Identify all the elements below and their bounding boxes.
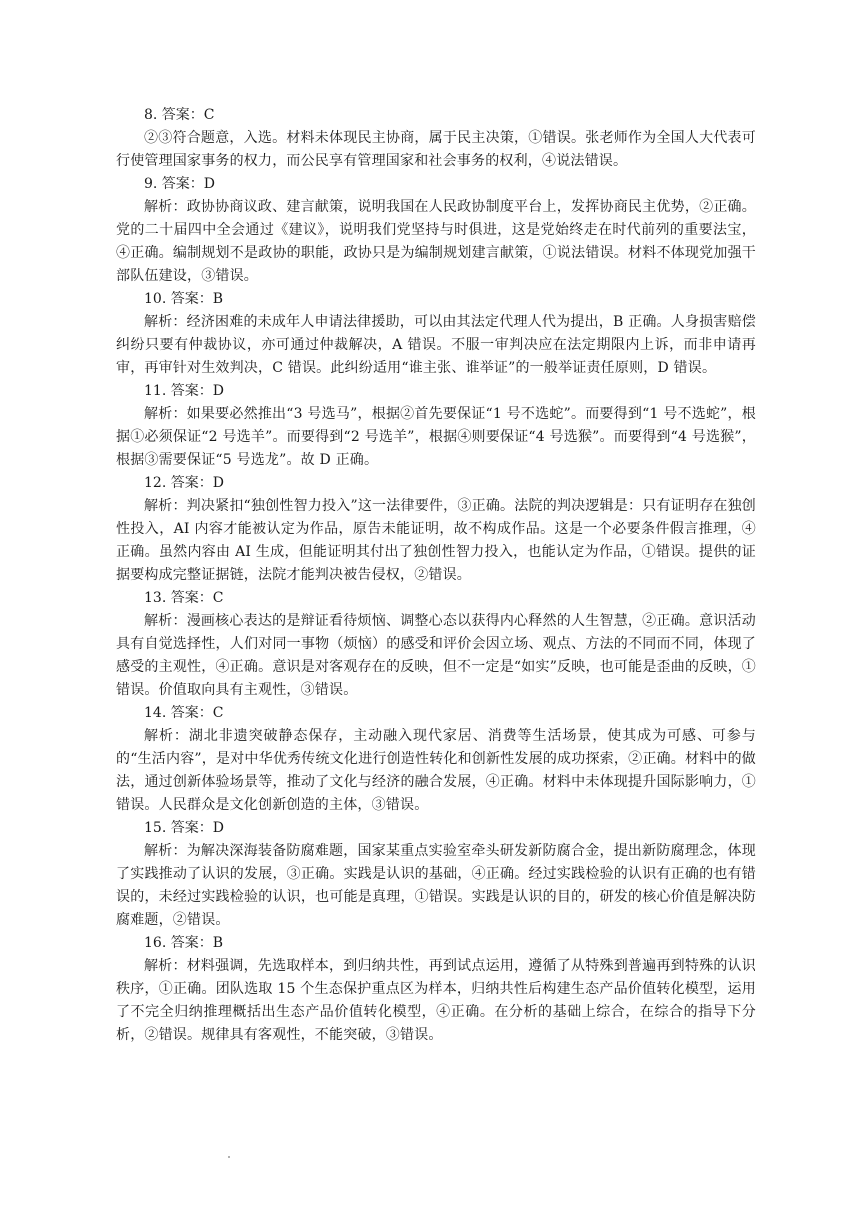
answer-item-13 [116, 587, 756, 702]
footer-mark [228, 1156, 230, 1158]
answer-explanation: 解析：材料强调，先选取样本，到归纳共性，再到试点运用，遵循了从特殊到普遍再到特殊的认识秩序，①正确。团队选取 15 个生态保护重点区为样本，归纳共性后构建生态产品价值转化模型，运用了不完全归纳推理概括出生态产品价值转化模型，④正确。在分析的基础上综合，在综合的指导下分析，②错误。规律具有客观性，不能突破，③错误。 [116, 958, 756, 1043]
answer-explanation: ②③符合题意，入选。材料未体现民主协商，属于民主决策，①错误。张老师作为全国人大代表可行使管理国家事务的权力，而公民享有管理国家和社会事务的权利，④说法错误。 [116, 130, 756, 169]
answer-explanation: 解析：经济困难的未成年人申请法律援助，可以由其法定代理人代为提出，B 正确。人身损害赔偿纠纷只要有仲裁协议，亦可通过仲裁解决，A 错误。不服一审判决应在法定期限内上诉，而非申请再审，再审针对生效判决，C 错误。此纠纷适用“谁主张、谁举证”的一般举证责任原则，D 错误。 [116, 314, 756, 376]
answer-explanation: 解析：湖北非遗突破静态保存，主动融入现代家居、消费等生活场景，使其成为可感、可参与的“生活内容”，是对中华优秀传统文化进行创造性转化和创新性发展的成功探索，②正确。材料中的做法，通过创新体验场景等，推动了文化与经济的融合发展，④正确。材料中未体现提升国际影响力，①错误。人民群众是文化创新创造的主体，③错误。 [116, 728, 756, 813]
answer-label: 14. 答案：C [144, 705, 224, 721]
answer-document [116, 104, 756, 1047]
answer-explanation: 解析：为解决深海装备防腐难题，国家某重点实验室牵头研发新防腐合金，提出新防腐理念，体现了实践推动了认识的发展，③正确。实践是认识的基础，④正确。经过实践检验的认识有正确的也有错误的，未经过实践检验的认识，也可能是真理，①错误。实践是认识的目的，研发的核心价值是解决防腐难题，②错误。 [116, 843, 756, 928]
answer-label: 9. 答案：D [144, 176, 216, 192]
answer-item-8 [116, 104, 756, 173]
answer-label: 13. 答案：C [144, 590, 224, 606]
answer-item-15 [116, 817, 756, 932]
answer-label: 8. 答案：C [144, 107, 215, 123]
answer-explanation: 解析：如果要必然推出“3 号选马”，根据②首先要保证“1 号不选蛇”。而要得到“1 号不选蛇”，根据①必须保证“2 号选羊”。而要得到“2 号选羊”，根据④则要保证“4 号选猴”。而要得到“4 号选猴”，根据③需要保证“5 号选龙”。故 D 正确。 [116, 406, 756, 468]
answer-item-16 [116, 932, 756, 1047]
answer-item-14 [116, 702, 756, 817]
answer-explanation: 解析：判决紧扣“独创性智力投入”这一法律要件，③正确。法院的判决逻辑是：只有证明存在独创性投入，AI 内容才能被认定为作品，原告未能证明，故不构成作品。这是一个必要条件假言推理，④正确。虽然内容由 AI 生成，但能证明其付出了独创性智力投入，也能认定为作品，①错误。提供的证据要构成完整证据链，法院才能判决被告侵权，②错误。 [116, 498, 756, 583]
answer-label: 16. 答案：B [144, 935, 224, 951]
answer-label: 12. 答案：D [144, 475, 224, 491]
answer-item-12 [116, 472, 756, 587]
answer-item-11 [116, 380, 756, 472]
answer-explanation: 解析：漫画核心表达的是辩证看待烦恼、调整心态以获得内心释然的人生智慧，②正确。意识活动具有自觉选择性，人们对同一事物（烦恼）的感受和评价会因立场、观点、方法的不同而不同，体现了感受的主观性，④正确。意识是对客观存在的反映，但不一定是“如实”反映，也可能是歪曲的反映，①错误。价值取向具有主观性，③错误。 [116, 613, 756, 698]
answer-item-9 [116, 173, 756, 288]
answer-label: 15. 答案：D [144, 820, 224, 836]
answer-explanation: 解析：政协协商议政、建言献策，说明我国在人民政协制度平台上，发挥协商民主优势，②正确。党的二十届四中全会通过《建议》，说明我们党坚持与时俱进，这是党始终走在时代前列的重要法宝，④正确。编制规划不是政协的职能，政协只是为编制规划建言献策，①说法错误。材料不体现党加强干部队伍建设，③错误。 [116, 199, 756, 284]
answer-label: 10. 答案：B [144, 291, 224, 307]
answer-item-10 [116, 288, 756, 380]
answer-label: 11. 答案：D [144, 383, 224, 399]
